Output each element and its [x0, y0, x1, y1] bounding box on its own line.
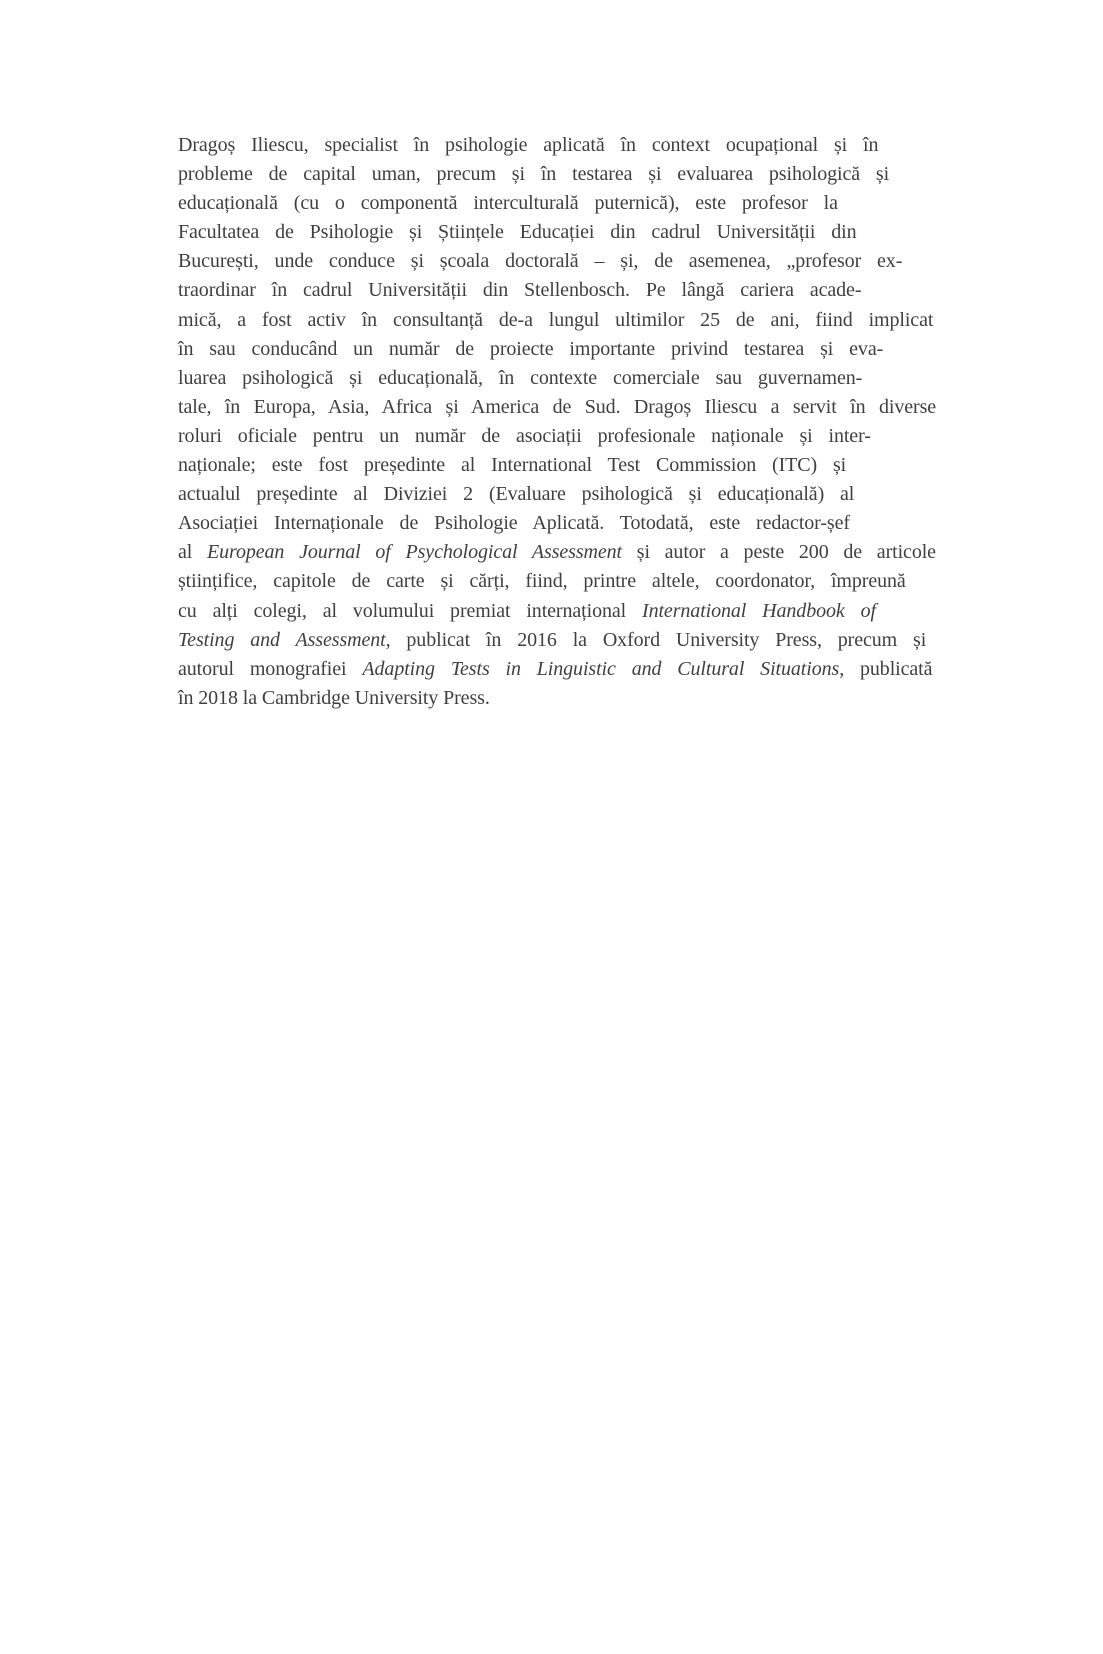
italic-title-segment: International Handbook of: [642, 599, 876, 622]
text-line: [178, 597, 936, 626]
text-line: [178, 626, 936, 655]
text-segment: al: [178, 541, 207, 564]
text-segment: , publicată: [839, 657, 933, 680]
text-segment: și autor a peste 200 de articole: [622, 541, 936, 564]
text-line: [178, 393, 936, 422]
text-line: [178, 451, 936, 480]
text-segment: în sau conducând un număr de proiecte importante privind testarea și eva-: [178, 337, 884, 360]
text-line: [178, 276, 936, 305]
text-segment: în 2018 la Cambridge University Press.: [178, 686, 490, 709]
text-line: [178, 422, 936, 451]
text-line: [178, 480, 936, 509]
text-line: [178, 189, 936, 218]
italic-title-segment: Adapting Tests in Linguistic and Cultural Situations: [362, 657, 840, 680]
text-segment: autorul monografiei: [178, 657, 363, 680]
text-segment: Asociației Internaționale de Psihologie Aplicată. Totodată, este redactor-șef: [178, 512, 850, 535]
text-segment: educațională (cu o componentă interculturală puternică), este profesor la: [178, 192, 838, 215]
text-line: [178, 218, 936, 247]
text-segment: roluri oficiale pentru un număr de asociații profesionale naționale și inter-: [178, 424, 871, 447]
italic-title-segment: European Journal of Psychological Assessment: [207, 541, 622, 564]
text-segment: Facultatea de Psihologie și Științele Educației din cadrul Universității din: [178, 221, 857, 244]
text-segment: traordinar în cadrul Universității din Stellenbosch. Pe lângă cariera acade-: [178, 279, 862, 302]
italic-title-segment: Testing and Assessment: [178, 628, 386, 651]
text-line: [178, 655, 936, 684]
text-line: [178, 538, 936, 567]
text-segment: naționale; este fost președinte al International Test Commission (ITC) și: [178, 454, 847, 477]
text-line: [178, 567, 936, 596]
biography-paragraph: [178, 131, 936, 713]
text-line: [178, 160, 936, 189]
text-segment: cu alți colegi, al volumului premiat internațional: [178, 599, 643, 622]
text-segment: științifice, capitole de carte și cărți, fiind, printre altele, coordonator, împreună: [178, 570, 906, 593]
text-segment: , publicat în 2016 la Oxford University Press, precum și: [385, 628, 927, 651]
text-line: [178, 247, 936, 276]
text-segment: probleme de capital uman, precum și în testarea și evaluarea psihologică și: [178, 163, 890, 186]
text-segment: actualul președinte al Diviziei 2 (Evaluare psihologică și educațională) al: [178, 483, 855, 506]
text-line: [178, 509, 936, 538]
text-line: [178, 306, 936, 335]
text-segment: tale, în Europa, Asia, Africa și America de Sud. Dragoș Iliescu a servit în diverse: [178, 395, 937, 418]
text-line: [178, 684, 936, 713]
text-segment: mică, a fost activ în consultanță de-a lungul ultimilor 25 de ani, fiind implicat: [178, 308, 934, 331]
text-segment: luarea psihologică și educațională, în contexte comerciale sau guvernamen-: [178, 366, 863, 389]
text-line: [178, 364, 936, 393]
text-line: [178, 335, 936, 364]
text-segment: Dragoș Iliescu, specialist în psihologie aplicată în context ocupațional și în: [178, 134, 879, 156]
text-segment: București, unde conduce și școala doctorală – și, de asemenea, „profesor ex-: [178, 250, 903, 273]
text-line: [178, 131, 936, 160]
